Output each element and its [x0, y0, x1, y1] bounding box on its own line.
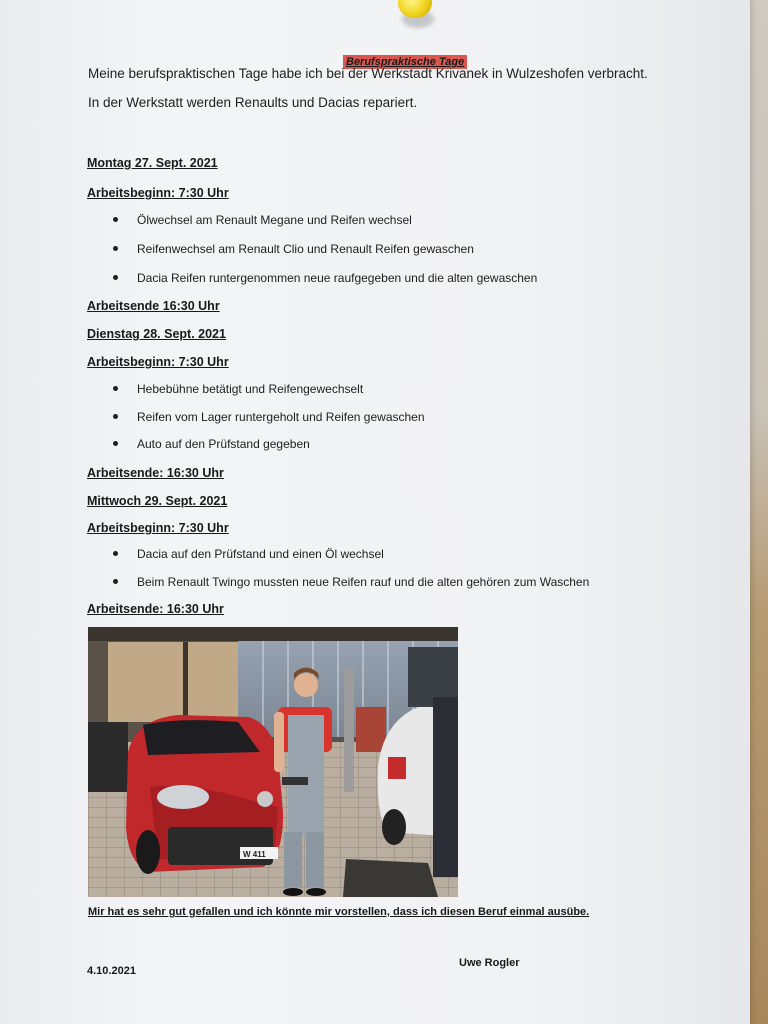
document-date: 4.10.2021 [87, 965, 136, 977]
bullet-icon [113, 386, 118, 391]
work-start: Arbeitsbeginn: 7:30 Uhr [87, 521, 229, 535]
work-end: Arbeitsende: 16:30 Uhr [87, 602, 224, 616]
svg-text:W 411: W 411 [243, 850, 266, 859]
day-date: Dienstag 28. Sept. 2021 [87, 327, 226, 341]
list-item: Dacia Reifen runtergenommen neue raufgegeben und die alten gewaschen [113, 271, 537, 285]
day-date: Mittwoch 29. Sept. 2021 [87, 494, 228, 508]
signature-name: Uwe Rogler [459, 957, 520, 969]
bullet-icon [113, 414, 118, 419]
bullet-icon [113, 551, 118, 556]
bullet-icon [113, 441, 118, 446]
bullet-icon [113, 579, 118, 584]
bullet-icon [113, 246, 118, 251]
bullet-icon [113, 217, 118, 222]
work-start: Arbeitsbeginn: 7:30 Uhr [87, 355, 229, 369]
list-item: Hebebühne betätigt und Reifengewechselt [113, 382, 363, 396]
list-item: Beim Renault Twingo mussten neue Reifen rauf und die alten gehören zum Waschen [113, 575, 589, 589]
work-end: Arbeitsende 16:30 Uhr [87, 299, 220, 313]
intro-line: In der Werkstatt werden Renaults und Dacias repariert. [88, 95, 418, 110]
list-item: Dacia auf den Prüfstand und einen Öl wechsel [113, 547, 384, 561]
closing-statement: Mir hat es sehr gut gefallen und ich könnte mir vorstellen, dass ich diesen Beruf einmal ausübe. [88, 906, 590, 918]
work-start: Arbeitsbeginn: 7:30 Uhr [87, 186, 229, 200]
workshop-photo [88, 627, 458, 897]
intro-line: Meine berufspraktischen Tage habe ich bei der Werkstadt Krivanek in Wulzeshofen verbracht. [88, 66, 648, 81]
work-end: Arbeitsende: 16:30 Uhr [87, 466, 224, 480]
day-date: Montag 27. Sept. 2021 [87, 156, 218, 170]
document-title: Berufspraktische Tage [343, 55, 467, 69]
list-item: Ölwechsel am Renault Megane und Reifen wechsel [113, 213, 412, 227]
list-item: Reifen vom Lager runtergeholt und Reifen gewaschen [113, 410, 425, 424]
list-item: Reifenwechsel am Renault Clio und Renault Reifen gewaschen [113, 242, 474, 256]
bullet-icon [113, 275, 118, 280]
list-item: Auto auf den Prüfstand gegeben [113, 437, 310, 451]
push-pin-icon [392, 0, 436, 22]
